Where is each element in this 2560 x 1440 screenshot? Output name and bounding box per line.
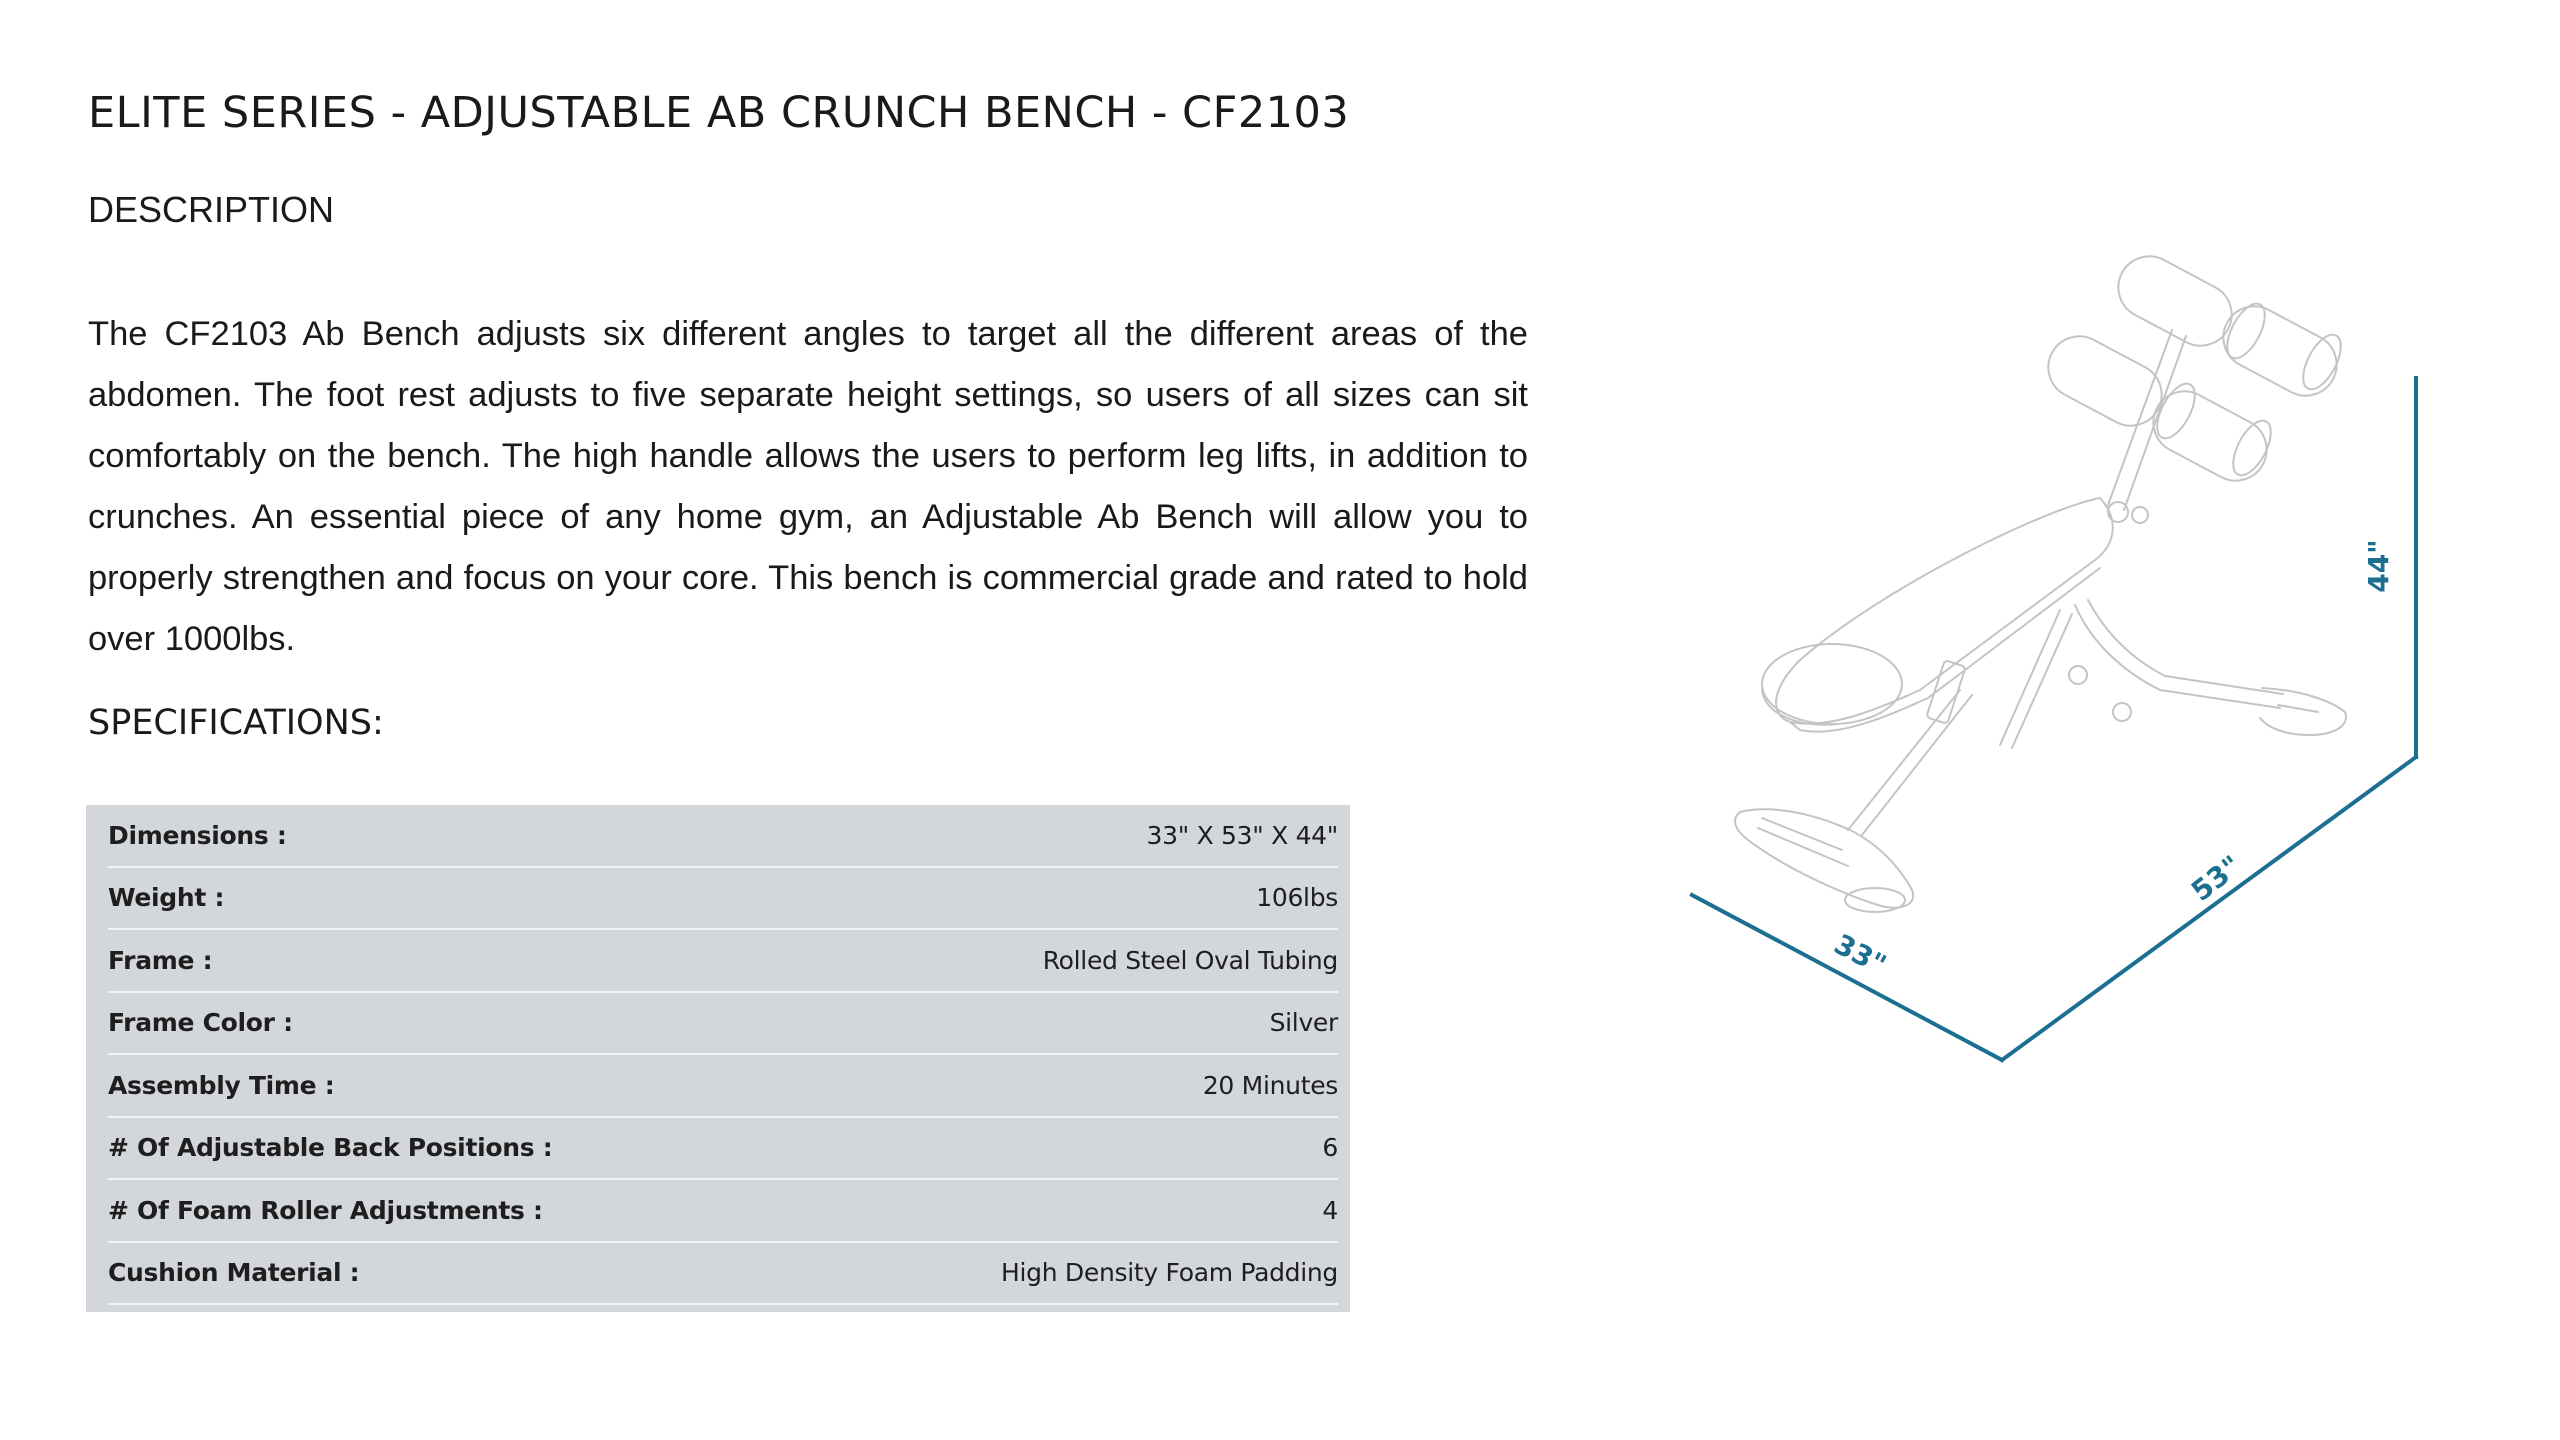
spec-value: 20 Minutes bbox=[1202, 1070, 1338, 1100]
spec-value: Silver bbox=[1269, 1008, 1338, 1038]
spec-row-back-positions bbox=[108, 1118, 1338, 1181]
dimension-label-width: 33" bbox=[1828, 927, 1892, 982]
spec-row-foam-roller-adjustments bbox=[108, 1180, 1338, 1243]
spec-value: 6 bbox=[1322, 1133, 1338, 1163]
specifications-heading: SPECIFICATIONS: bbox=[88, 703, 384, 743]
dimension-label-length: 53" bbox=[2185, 848, 2248, 908]
dimension-line-length bbox=[2002, 757, 2416, 1060]
dimension-label-height: 44" bbox=[2362, 539, 2395, 593]
spec-row-frame-color bbox=[108, 993, 1338, 1056]
spec-label: # Of Adjustable Back Positions : bbox=[108, 1133, 553, 1163]
spec-label: # Of Foam Roller Adjustments : bbox=[108, 1195, 543, 1225]
bench-sketch bbox=[1735, 245, 2348, 912]
spec-value: 106lbs bbox=[1256, 883, 1338, 913]
spec-label: Frame : bbox=[108, 945, 213, 975]
spec-value: 4 bbox=[1322, 1195, 1338, 1225]
spec-row-dimensions bbox=[108, 805, 1338, 868]
spec-row-frame bbox=[108, 930, 1338, 993]
ab-bench-illustration bbox=[1660, 220, 2460, 1100]
spec-label: Frame Color : bbox=[108, 1008, 293, 1038]
spec-value: High Density Foam Padding bbox=[1001, 1258, 1338, 1288]
spec-row-cushion-material bbox=[108, 1243, 1338, 1306]
spec-row-assembly-time bbox=[108, 1055, 1338, 1118]
page-title: ELITE SERIES - ADJUSTABLE AB CRUNCH BENCH - CF2103 bbox=[88, 88, 1350, 138]
spec-label: Weight : bbox=[108, 883, 225, 913]
spec-label: Assembly Time : bbox=[108, 1070, 335, 1100]
spec-label: Cushion Material : bbox=[108, 1258, 360, 1288]
description-text: The CF2103 Ab Bench adjusts six different angles to target all the different areas of the abdomen. The foot rest adjusts to five separate height settings, so users of all sizes can sit comfortably on the bench. The high handle allows the users to perform leg lifts, in addition to crunches. An essential piece of any home gym, an Adjustable Ab Bench will allow you to properly strengthen and focus on your core. This bench is commercial grade and rated to hold over 1000lbs. bbox=[88, 315, 1528, 658]
spec-value: 33" X 53" X 44" bbox=[1146, 820, 1338, 850]
spec-label: Dimensions : bbox=[108, 820, 287, 850]
spec-row-weight bbox=[108, 868, 1338, 931]
spec-value: Rolled Steel Oval Tubing bbox=[1042, 945, 1338, 975]
dimension-line-width bbox=[1692, 895, 2002, 1060]
description-heading: DESCRIPTION bbox=[88, 189, 335, 230]
specifications-table bbox=[86, 805, 1350, 1312]
